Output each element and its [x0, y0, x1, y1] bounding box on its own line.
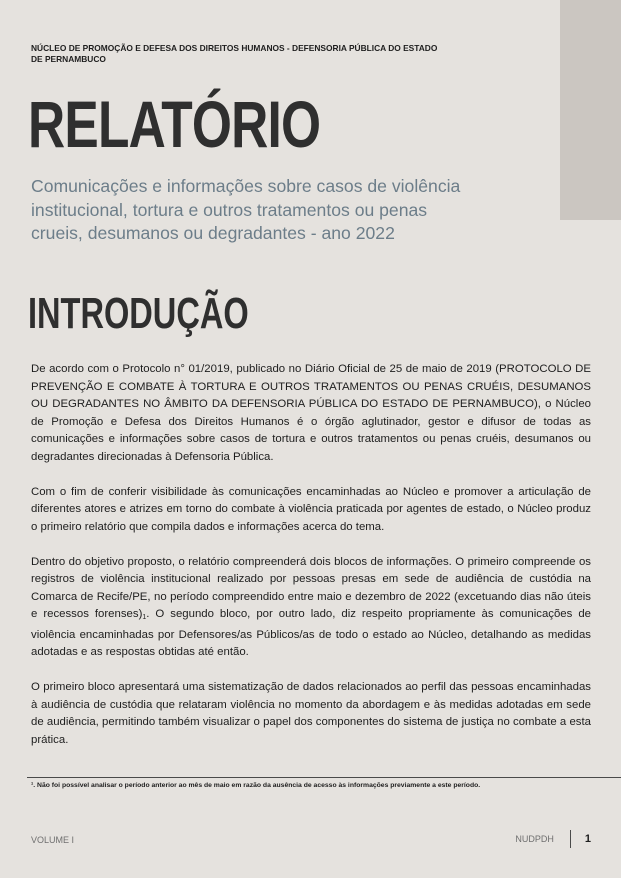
corner-decoration: [560, 0, 621, 220]
page-number: 1: [584, 833, 591, 845]
footnote-reference[interactable]: 1: [142, 614, 147, 621]
footer-volume: VOLUME I: [31, 835, 75, 845]
footnote-divider: [27, 777, 621, 778]
footer-right: [515, 830, 591, 848]
footer-short-name: NUDPDH: [515, 834, 554, 844]
footer-divider: [570, 830, 571, 848]
paragraph-3-part-1: Dentro do objetivo proposto, o relatório compreenderá dois blocos de informações. O primeiro compreende os registros de violência institucional realizado por pessoas presas em sede de audiência de custódia na Comarca de Recife/PE, no período compreendido entre maio e dezembro de 2022 (excetuando dias não úteis e recessos forenses): [31, 555, 591, 620]
body-text: [31, 361, 591, 767]
paragraph-3-part-2: . O segundo bloco, por outro lado, diz respeito propriamente às comunicações de violência encaminhadas por Defensores/as Públicos/as de todo o estado ao Núcleo, detalhando as medidas adotadas e as respostas obtidas até então.: [31, 608, 591, 658]
organization-header: NÚCLEO DE PROMOÇÃO E DEFESA DOS DIREITOS HUMANOS - DEFENSORIA PÚBLICA DO ESTADO DE PERNAMBUCO: [31, 43, 438, 64]
paragraph-2: Com o fim de conferir visibilidade às comunicações encaminhadas ao Núcleo e promover a articulação de diferentes atores e atrizes em torno do combate à violência praticada por agentes de estado, o Núcleo produz o primeiro relatório que compila dados e informações acerca do tema.: [31, 485, 591, 533]
document-subtitle: Comunicações e informações sobre casos de violência institucional, tortura e outros tratamentos ou penas crueis, desumanos ou degradantes - ano 2022: [31, 176, 461, 243]
paragraph-4: O primeiro bloco apresentará uma sistematização de dados relacionados ao perfil das pessoas encaminhadas à audiência de custódia que relataram violência no momento da abordagem e às medidas adotadas em sede de audiência, permitindo também visualizar o papel dos componentes do sistema de justiça no combate a esta prática.: [31, 681, 591, 746]
document-title: RELATÓRIO: [28, 87, 321, 161]
footnote: ¹. Não foi possível analisar o período anterior ao mês de maio em razão da ausência de acesso às informações previamente a este período.: [31, 782, 481, 789]
section-heading: INTRODUÇÃO: [28, 289, 249, 338]
paragraph-3: [31, 554, 591, 662]
paragraph-1: De acordo com o Protocolo n° 01/2019, publicado no Diário Oficial de 25 de maio de 2019 (PROTOCOLO DE PREVENÇÃO E COMBATE À TORTURA E OUTROS TRATAMENTOS OU PENAS CRUÉIS, DESUMANOS OU DEGRADANTES NO ÂMBITO DA DEFENSORIA PÚBLICA DO ESTADO DE PERNAMBUCO), o Núcleo de Promoção e Defesa dos Direitos Humanos é o órgão aglutinador, gestor e difusor de todas as comunicações e informações sobre casos de tortura e outros tratamentos ou penas cruéis, desumanos ou degradantes direcionadas à Defensoria Pública.: [31, 363, 591, 463]
